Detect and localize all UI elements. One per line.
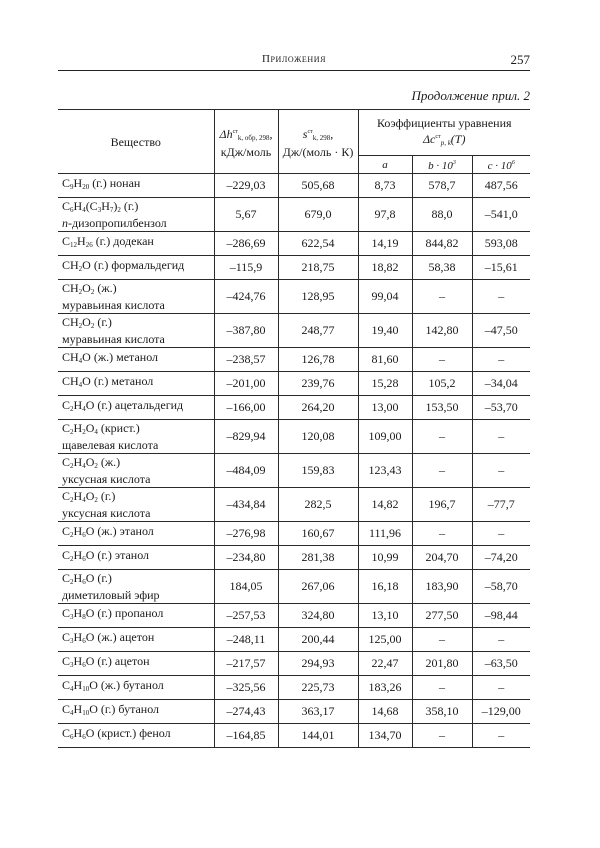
coef-a-cell: 81,60 bbox=[358, 348, 412, 372]
coef-a-cell: 22,47 bbox=[358, 652, 412, 676]
header-rule bbox=[58, 70, 530, 71]
substance-cell: $CH_2O$ (г.) формальдегид bbox=[58, 256, 214, 280]
coef-c-cell: – bbox=[472, 724, 530, 748]
table-row bbox=[58, 454, 530, 488]
coef-b-cell: 578,7 bbox=[412, 174, 472, 198]
coef-b-cell: 358,10 bbox=[412, 700, 472, 724]
substance-cell: $C_2H_6O$ (ж.) этанол bbox=[58, 522, 214, 546]
coef-a-cell: 183,26 bbox=[358, 676, 412, 700]
coef-a-cell: 134,70 bbox=[358, 724, 412, 748]
entropy-cell: 264,20 bbox=[278, 396, 358, 420]
enthalpy-cell: 5,67 bbox=[214, 198, 278, 232]
substance-cell: $CH_2O_2$ (г.) муравьиная кислота bbox=[58, 314, 214, 348]
table-row bbox=[58, 232, 530, 256]
entropy-cell: 200,44 bbox=[278, 628, 358, 652]
coef-a-cell: 10,99 bbox=[358, 546, 412, 570]
table-row bbox=[58, 628, 530, 652]
coef-a-cell: 15,28 bbox=[358, 372, 412, 396]
coef-c-cell: – bbox=[472, 522, 530, 546]
coef-a-cell: 14,68 bbox=[358, 700, 412, 724]
coef-b-cell: 204,70 bbox=[412, 546, 472, 570]
col-header-coefficients: Коэффициенты уравнения $\Delta c^{ст}_{p, k}(T)$ bbox=[358, 110, 530, 156]
coef-b-cell: 183,90 bbox=[412, 570, 472, 604]
coef-b-cell: 201,80 bbox=[412, 652, 472, 676]
substance-cell: $C_2H_6O$ (г.) этанол bbox=[58, 546, 214, 570]
coef-b-cell: – bbox=[412, 522, 472, 546]
coef-c-cell: –98,44 bbox=[472, 604, 530, 628]
table-row bbox=[58, 700, 530, 724]
substance-cell: $CH_4O$ (г.) метанол bbox=[58, 372, 214, 396]
coef-a-cell: 97,8 bbox=[358, 198, 412, 232]
entropy-cell: 160,67 bbox=[278, 522, 358, 546]
enthalpy-cell: –238,57 bbox=[214, 348, 278, 372]
table-row bbox=[58, 174, 530, 198]
col-header-enthalpy: $\Delta h^{ст}_{k, обр, 298}$, кДж/моль bbox=[214, 110, 278, 174]
coef-b-cell: 88,0 bbox=[412, 198, 472, 232]
substance-cell: $C_4H_{10}O$ (г.) бутанол bbox=[58, 700, 214, 724]
substance-cell: $C_3H_8O$ (г.) пропанол bbox=[58, 604, 214, 628]
coef-b-cell: 153,50 bbox=[412, 396, 472, 420]
coef-c-cell: –53,70 bbox=[472, 396, 530, 420]
table-row bbox=[58, 348, 530, 372]
entropy-cell: 267,06 bbox=[278, 570, 358, 604]
coef-a-cell: 8,73 bbox=[358, 174, 412, 198]
substance-cell: $C_2H_4O_2$ (ж.) уксусная кислота bbox=[58, 454, 214, 488]
coef-b-cell: – bbox=[412, 724, 472, 748]
coef-a-cell: 16,18 bbox=[358, 570, 412, 604]
coef-c-cell: –34,04 bbox=[472, 372, 530, 396]
coef-c-cell: –74,20 bbox=[472, 546, 530, 570]
thermodynamic-data-table bbox=[58, 109, 530, 748]
coef-b-cell: 105,2 bbox=[412, 372, 472, 396]
continuation-caption: Продолжение прил. 2 bbox=[411, 88, 530, 103]
entropy-cell: 159,83 bbox=[278, 454, 358, 488]
entropy-cell: 679,0 bbox=[278, 198, 358, 232]
entropy-cell: 239,76 bbox=[278, 372, 358, 396]
coef-a-cell: 13,10 bbox=[358, 604, 412, 628]
entropy-cell: 324,80 bbox=[278, 604, 358, 628]
page-number: 257 bbox=[510, 52, 530, 67]
substance-cell: $C_{12}H_{26}$ (г.) додекан bbox=[58, 232, 214, 256]
entropy-cell: 128,95 bbox=[278, 280, 358, 314]
coef-c-cell: 593,08 bbox=[472, 232, 530, 256]
enthalpy-cell: –286,69 bbox=[214, 232, 278, 256]
enthalpy-cell: –276,98 bbox=[214, 522, 278, 546]
enthalpy-cell: –424,76 bbox=[214, 280, 278, 314]
table-row bbox=[58, 676, 530, 700]
substance-cell: $C_6H_4(C_3H_7)_2$ (г.) n-дизопропилбензол bbox=[58, 198, 214, 232]
entropy-cell: 281,38 bbox=[278, 546, 358, 570]
col-header-c: $c \cdot 10^6$ bbox=[472, 156, 530, 174]
coef-c-cell: –129,00 bbox=[472, 700, 530, 724]
table-row bbox=[58, 652, 530, 676]
coef-b-cell: – bbox=[412, 628, 472, 652]
enthalpy-cell: –829,94 bbox=[214, 420, 278, 454]
coef-b-cell: – bbox=[412, 676, 472, 700]
table-row bbox=[58, 372, 530, 396]
substance-cell: $C_2H_4O$ (г.) ацетальдегид bbox=[58, 396, 214, 420]
coef-b-cell: – bbox=[412, 280, 472, 314]
col-header-b: $b \cdot 10^3$ bbox=[412, 156, 472, 174]
enthalpy-cell: –257,53 bbox=[214, 604, 278, 628]
substance-cell: $C_6H_6O$ (крист.) фенол bbox=[58, 724, 214, 748]
entropy-cell: 218,75 bbox=[278, 256, 358, 280]
substance-cell: $C_9H_{20}$ (г.) нонан bbox=[58, 174, 214, 198]
table-row bbox=[58, 256, 530, 280]
coef-a-cell: 18,82 bbox=[358, 256, 412, 280]
substance-cell: $CH_4O$ (ж.) метанол bbox=[58, 348, 214, 372]
enthalpy-cell: –166,00 bbox=[214, 396, 278, 420]
coef-c-cell: –47,50 bbox=[472, 314, 530, 348]
entropy-cell: 294,93 bbox=[278, 652, 358, 676]
coef-c-cell: –15,61 bbox=[472, 256, 530, 280]
enthalpy-cell: –229,03 bbox=[214, 174, 278, 198]
coef-c-cell: – bbox=[472, 420, 530, 454]
coef-a-cell: 111,96 bbox=[358, 522, 412, 546]
coef-b-cell: 277,50 bbox=[412, 604, 472, 628]
entropy-cell: 622,54 bbox=[278, 232, 358, 256]
running-header bbox=[58, 52, 530, 70]
table-row bbox=[58, 396, 530, 420]
substance-cell: $C_3H_6O$ (ж.) ацетон bbox=[58, 628, 214, 652]
coef-c-cell: 487,56 bbox=[472, 174, 530, 198]
entropy-cell: 363,17 bbox=[278, 700, 358, 724]
col-header-substance: Вещество bbox=[58, 110, 214, 174]
enthalpy-cell: –164,85 bbox=[214, 724, 278, 748]
entropy-cell: 505,68 bbox=[278, 174, 358, 198]
enthalpy-cell: 184,05 bbox=[214, 570, 278, 604]
enthalpy-cell: –274,43 bbox=[214, 700, 278, 724]
enthalpy-cell: –217,57 bbox=[214, 652, 278, 676]
coef-c-cell: – bbox=[472, 628, 530, 652]
enthalpy-cell: –325,56 bbox=[214, 676, 278, 700]
entropy-cell: 225,73 bbox=[278, 676, 358, 700]
table-row bbox=[58, 522, 530, 546]
enthalpy-cell: –248,11 bbox=[214, 628, 278, 652]
coef-c-cell: –541,0 bbox=[472, 198, 530, 232]
table-row bbox=[58, 604, 530, 628]
substance-cell: $C_3H_6O$ (г.) ацетон bbox=[58, 652, 214, 676]
coef-c-cell: – bbox=[472, 676, 530, 700]
coef-a-cell: 14,82 bbox=[358, 488, 412, 522]
col-header-a: a bbox=[358, 156, 412, 174]
table-row bbox=[58, 570, 530, 604]
coef-a-cell: 13,00 bbox=[358, 396, 412, 420]
coef-c-cell: – bbox=[472, 454, 530, 488]
enthalpy-cell: –484,09 bbox=[214, 454, 278, 488]
coef-c-cell: – bbox=[472, 348, 530, 372]
table-row bbox=[58, 314, 530, 348]
coef-a-cell: 14,19 bbox=[358, 232, 412, 256]
table-row bbox=[58, 280, 530, 314]
entropy-cell: 126,78 bbox=[278, 348, 358, 372]
coef-c-cell: –63,50 bbox=[472, 652, 530, 676]
entropy-cell: 282,5 bbox=[278, 488, 358, 522]
entropy-cell: 248,77 bbox=[278, 314, 358, 348]
table-row bbox=[58, 546, 530, 570]
coef-b-cell: 58,38 bbox=[412, 256, 472, 280]
col-header-entropy: $s^{ст}_{k, 298}$, Дж/(моль · К) bbox=[278, 110, 358, 174]
coef-b-cell: – bbox=[412, 454, 472, 488]
substance-cell: $C_4H_{10}O$ (ж.) бутанол bbox=[58, 676, 214, 700]
table-row bbox=[58, 724, 530, 748]
coef-c-cell: –77,7 bbox=[472, 488, 530, 522]
enthalpy-cell: –387,80 bbox=[214, 314, 278, 348]
substance-cell: $CH_2O_2$ (ж.) муравьиная кислота bbox=[58, 280, 214, 314]
enthalpy-cell: –115,9 bbox=[214, 256, 278, 280]
entropy-cell: 144,01 bbox=[278, 724, 358, 748]
table-row bbox=[58, 198, 530, 232]
coef-b-cell: – bbox=[412, 348, 472, 372]
coef-a-cell: 99,04 bbox=[358, 280, 412, 314]
enthalpy-cell: –234,80 bbox=[214, 546, 278, 570]
coef-a-cell: 109,00 bbox=[358, 420, 412, 454]
coef-b-cell: – bbox=[412, 420, 472, 454]
substance-cell: $C_2H_6O$ (г.) диметиловый эфир bbox=[58, 570, 214, 604]
coef-b-cell: 142,80 bbox=[412, 314, 472, 348]
running-header-title: Приложения bbox=[261, 53, 327, 65]
coef-c-cell: –58,70 bbox=[472, 570, 530, 604]
substance-cell: $C_2H_4O_2$ (г.) уксусная кислота bbox=[58, 488, 214, 522]
table-row bbox=[58, 420, 530, 454]
coef-a-cell: 125,00 bbox=[358, 628, 412, 652]
enthalpy-cell: –201,00 bbox=[214, 372, 278, 396]
coef-b-cell: 196,7 bbox=[412, 488, 472, 522]
substance-cell: $C_2H_2O_4$ (крист.) щавелевая кислота bbox=[58, 420, 214, 454]
coef-a-cell: 19,40 bbox=[358, 314, 412, 348]
entropy-cell: 120,08 bbox=[278, 420, 358, 454]
coef-a-cell: 123,43 bbox=[358, 454, 412, 488]
table-row bbox=[58, 488, 530, 522]
coef-b-cell: 844,82 bbox=[412, 232, 472, 256]
enthalpy-cell: –434,84 bbox=[214, 488, 278, 522]
coef-c-cell: – bbox=[472, 280, 530, 314]
